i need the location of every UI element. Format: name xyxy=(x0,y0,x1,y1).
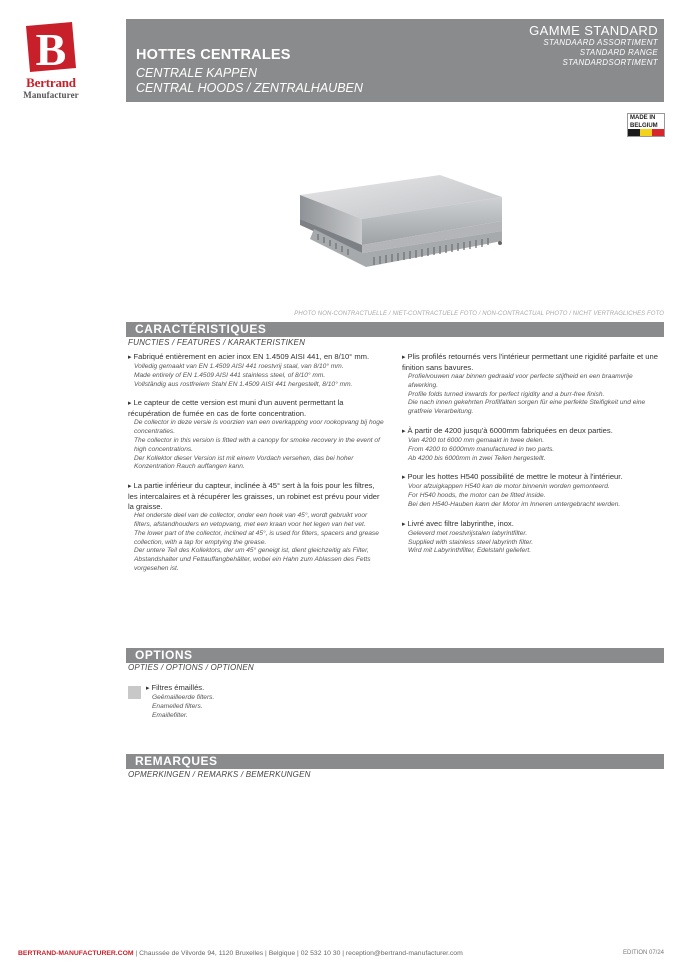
feature-de: Bei den H540-Hauben kann der Motor im Inneren untergebracht werden. xyxy=(408,500,621,508)
range-label xyxy=(529,24,658,68)
feature-nl: Profielvouwen naar binnen gedraaid voor perfecte stijfheid en een braamvrije afwerking. xyxy=(408,373,633,389)
feature-fr: ▸ À partir de 4200 jusqu'à 6000mm fabriquées en deux parties. xyxy=(402,426,660,437)
characteristics-right-column xyxy=(402,352,660,565)
header-band xyxy=(126,19,664,102)
feature-nl: Voor afzuigkappen H540 kan de motor binnenin worden gemonteerd. xyxy=(408,483,610,491)
option-nl: Geëmailleerde filters. xyxy=(152,694,215,701)
range-alt-de: STANDARDSORTIMENT xyxy=(562,58,658,67)
feature-fr: ▸ Le capteur de cette version est muni d'un auvent permettant la récupération de fumée en cas de forte concentration. xyxy=(128,398,386,419)
section-options: OPTIONS xyxy=(126,648,664,663)
feature-en: Supplied with stainless steel labyrinth filter. xyxy=(408,538,534,546)
feature-de: Vollständig aus rostfreiem Stahl EN 1.4509 AISI 441 hergestellt, 8/10° mm. xyxy=(134,380,353,388)
option-en: Enamelled filters. xyxy=(152,702,203,710)
feature-en: The lower part of the collector, inclined at 45°, is used for filters, spacers and grease collection, with a tap for emptying the grease. xyxy=(134,529,379,546)
feature-nl: Volledig gemaakt van EN 1.4509 AISI 441 roestvrij staal, van 8/10° mm. xyxy=(134,363,344,370)
footer-website-link[interactable]: BERTRAND-MANUFACTURER.COM xyxy=(18,950,134,957)
option-de: Emaillefilter. xyxy=(152,711,188,719)
feature-item xyxy=(128,398,386,472)
page-subtitle-nl: CENTRALE KAPPEN xyxy=(136,66,257,80)
feature-de: Ab 4200 bis 6000mm in zwei Teilen hergestellt. xyxy=(408,454,546,462)
feature-de: Wird mit Labyrinthfilter, Edelstahl geliefert. xyxy=(408,547,532,555)
section-remarks: REMARQUES xyxy=(126,754,664,769)
footer-contact: | Chaussée de Vilvorde 94, 1120 Bruxelles | Belgique | 02 532 10 30 | reception@bertrand-manufacturer.com xyxy=(133,950,463,957)
range-alt-nl: STANDAARD ASSORTIMENT xyxy=(543,38,658,47)
feature-item xyxy=(402,519,660,556)
page-title: HOTTES CENTRALES xyxy=(136,47,291,63)
feature-nl: Van 4200 tot 6000 mm gemaakt in twee delen. xyxy=(408,436,545,444)
range-main: GAMME STANDARD xyxy=(529,23,658,38)
feature-en: Profile folds turned inwards for perfect rigidity and a burr-free finish. xyxy=(408,390,605,398)
feature-de: Der untere Teil des Kollektors, der um 45° geneigt ist, dient gleichzeitig als Filter, Abstandshalter und Fettauffangbehälter, wobei ein Hahn zum Ablassen des Fetts vorgesehen ist. xyxy=(134,547,371,572)
range-alt-en: STANDARD RANGE xyxy=(579,48,658,57)
feature-fr: ▸ La partie inférieur du capteur, inclinée à 45° sert à la fois pour les filtres, les intercalaires et à récupérer les graisses, un robinet est prévu pour vider la graisse. xyxy=(128,481,386,512)
option-fr: ▸ Filtres émaillés. xyxy=(146,683,346,694)
feature-fr: ▸ Plis profilés retournés vers l'intérieur permettant une rigidité parfaite et une finition sans bavures. xyxy=(402,352,660,373)
logo-mark xyxy=(22,22,80,74)
company-logo xyxy=(18,22,84,106)
feature-nl: Het onderste deel van de collector, onder een hoek van 45°, wordt gebruikt voor filters, afstandhouders en vetopvang, met een kraan voor het legen van het vet. xyxy=(134,512,368,528)
feature-fr: ▸ Livré avec filtre labyrinthe, inox. xyxy=(402,519,660,530)
badge-line2: BELGIUM xyxy=(630,123,658,129)
logo-sub: Manufacturer xyxy=(23,90,79,100)
feature-en: The collector in this version is fitted with a canopy for smoke recovery in the event of high concentrations. xyxy=(134,436,380,453)
section-options-subtitle: OPTIES / OPTIONS / OPTIONEN xyxy=(128,663,254,672)
feature-de: Die nach innen gekehrten Profilfalten sorgen für eine perfekte Steifigkeit und eine gratfreie Verarbeitung. xyxy=(408,399,646,416)
product-photo xyxy=(270,175,520,285)
feature-nl: De collector in deze versie is voorzien van een overkapping voor rookopvang bij hoge concentraties. xyxy=(134,419,384,436)
characteristics-left-column xyxy=(128,352,386,583)
feature-item xyxy=(402,472,660,509)
feature-de: Der Kollektor dieser Version ist mit einem Vordach versehen, das bei hoher Konzentration Rauch auffangen kann. xyxy=(134,454,354,471)
feature-item xyxy=(402,426,660,463)
feature-fr: ▸ Pour les hottes H540 possibilité de mettre le moteur à l'intérieur. xyxy=(402,472,660,483)
feature-item xyxy=(402,352,660,417)
feature-item xyxy=(128,481,386,574)
option-item xyxy=(146,683,346,720)
made-in-belgium-badge xyxy=(627,113,665,137)
badge-line1: MADE IN xyxy=(630,115,656,121)
section-characteristics-subtitle: FUNCTIES / FEATURES / KARAKTERISTIKEN xyxy=(128,338,306,347)
feature-en: From 4200 to 6000mm manufactured in two parts. xyxy=(408,445,555,453)
feature-item xyxy=(128,352,386,389)
feature-en: For H540 hoods, the motor can be fitted inside. xyxy=(408,492,546,500)
feature-fr: ▸ Fabriqué entièrement en acier inox EN 1.4509 AISI 441, en 8/10° mm. xyxy=(128,352,386,363)
photo-disclaimer: PHOTO NON-CONTRACTUELLE / NIET-CONTRACTUELE FOTO / NON-CONTRACTUAL PHOTO / NICHT VERTRAGLICHES FOTO xyxy=(294,311,664,317)
page-subtitle-en-de: CENTRAL HOODS / ZENTRALHAUBEN xyxy=(136,81,363,95)
logo-brand: Bertrand xyxy=(26,75,76,90)
section-remarks-subtitle: OPMERKINGEN / REMARKS / BEMERKUNGEN xyxy=(128,770,311,779)
section-characteristics: CARACTÉRISTIQUES xyxy=(126,322,664,337)
feature-en: Made entirely of EN 1.4509 AISI 441 stainless steel, of 8/10° mm. xyxy=(134,371,326,379)
footer xyxy=(18,950,668,957)
logo-letter: B xyxy=(35,24,67,74)
option-checkbox[interactable] xyxy=(128,686,141,699)
feature-nl: Geleverd met roestvrijstalen labyrintfilter. xyxy=(408,529,528,537)
edition-label: EDITION 07/24 xyxy=(622,950,664,956)
belgian-flag-icon xyxy=(628,129,664,136)
